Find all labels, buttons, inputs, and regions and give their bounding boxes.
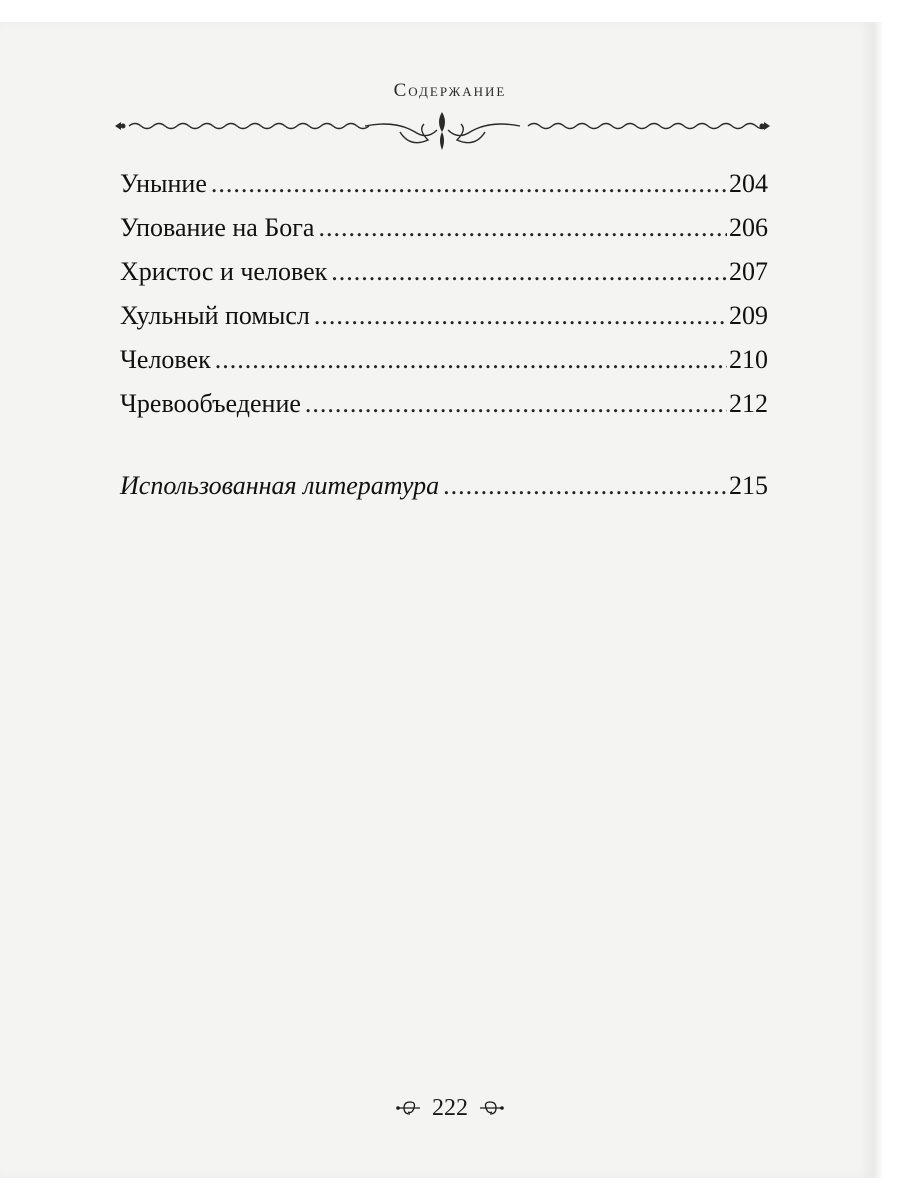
dot-leader [331, 250, 727, 294]
toc-entry-page: 210 [729, 345, 768, 374]
toc-entry [120, 162, 768, 206]
dot-leader [211, 162, 727, 206]
toc-entry-title: Человек [120, 345, 211, 374]
toc-entry-title: Упование на Бога [120, 213, 315, 242]
toc-entry-page: 209 [729, 301, 768, 330]
toc-entry-page: 212 [729, 389, 768, 418]
page-number-footer [0, 1094, 900, 1122]
running-header: Содержание [393, 80, 507, 101]
header-ornament [115, 110, 770, 154]
toc-entry-title: Чревообъедение [120, 389, 301, 418]
toc-entry-page: 215 [729, 471, 768, 500]
toc-entry-page: 207 [729, 257, 768, 286]
toc-entry [120, 250, 768, 294]
toc-entry-title: Христос и человек [120, 257, 328, 286]
toc-entry-title: Использованная литература [120, 471, 440, 500]
folio-ornament-left-icon [396, 1099, 422, 1117]
toc-entry-page: 204 [729, 169, 768, 198]
toc-entry-page: 206 [729, 213, 768, 242]
toc-entry [120, 382, 768, 426]
dot-leader [215, 338, 727, 382]
dot-leader [314, 294, 727, 338]
page-edge [872, 22, 882, 1178]
toc-entry [120, 206, 768, 250]
dot-leader [443, 464, 727, 508]
table-of-contents [120, 162, 768, 508]
folio-ornament-right-icon [478, 1099, 504, 1117]
toc-entry-title: Хульный помысл [120, 301, 310, 330]
toc-entry [120, 294, 768, 338]
dot-leader [318, 206, 727, 250]
page-number: 222 [432, 1094, 468, 1121]
toc-entry-bibliography [120, 464, 768, 508]
toc-entry-title: Уныние [120, 169, 207, 198]
dot-leader [305, 382, 727, 426]
toc-entry [120, 338, 768, 382]
section-gap [120, 426, 768, 464]
